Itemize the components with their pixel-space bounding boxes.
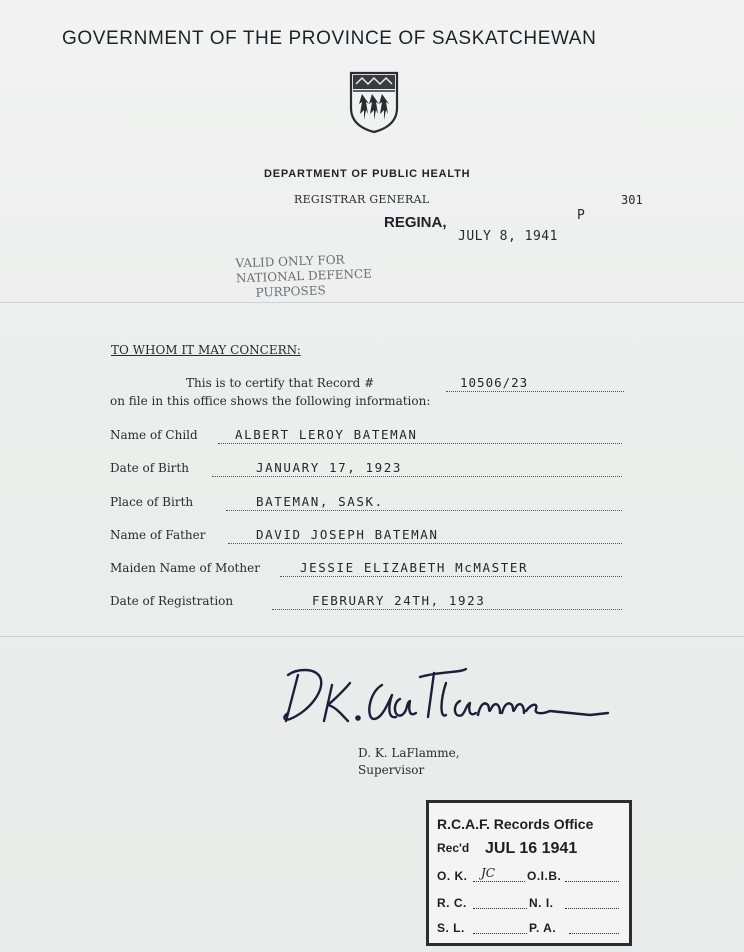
field-rule — [272, 609, 622, 610]
field-value-father: DAVID JOSEPH BATEMAN — [256, 527, 439, 542]
fold-line — [0, 302, 744, 303]
field-value-registration: FEBRUARY 24TH, 1923 — [312, 593, 486, 608]
field-label-registration: Date of Registration — [110, 594, 234, 608]
field-rule — [228, 543, 622, 544]
stamp-recd-label: Rec'd — [437, 841, 470, 855]
salutation: TO WHOM IT MAY CONCERN: — [111, 343, 301, 357]
field-label-father: Name of Father — [110, 528, 206, 542]
stamp-line — [565, 908, 619, 909]
government-title: GOVERNMENT OF THE PROVINCE OF SASKATCHEWAN — [62, 28, 597, 49]
certify-line-2: on file in this office shows the following information: — [110, 394, 431, 408]
supervisor-title: Supervisor — [358, 763, 425, 777]
city-label: REGINA, — [384, 214, 447, 231]
stamp-date: JUL 16 1941 — [485, 840, 578, 857]
validity-stamp: VALID ONLY FOR NATIONAL DEFENCE PURPOSES — [235, 252, 373, 301]
fold-line — [0, 636, 744, 637]
stamp-ok-label: O. K. — [437, 869, 468, 883]
stamp-line — [569, 933, 619, 934]
file-number: 301 — [621, 193, 643, 207]
field-rule — [212, 476, 622, 477]
stamp-ok-initials: JC — [481, 866, 495, 880]
field-value-mother: JESSIE ELIZABETH McMASTER — [300, 560, 529, 575]
supervisor-name: D. K. LaFlamme, — [358, 746, 460, 760]
field-rule — [280, 576, 622, 577]
stamp-rc-label: R. C. — [437, 896, 467, 910]
stamp-line — [565, 881, 619, 882]
stamp-sl-label: S. L. — [437, 921, 465, 935]
field-label-birth-place: Place of Birth — [110, 495, 194, 509]
record-rule — [446, 391, 624, 392]
stamp-line — [473, 908, 527, 909]
field-rule — [218, 443, 622, 444]
field-value-birth-date: JANUARY 17, 1923 — [256, 460, 403, 475]
field-value-birth-place: BATEMAN, SASK. — [256, 494, 384, 509]
registrar-heading: REGISTRAR GENERAL — [294, 193, 430, 206]
stamp-oib-label: O.I.B. — [527, 869, 562, 883]
record-number: 10506/23 — [460, 375, 529, 390]
provincial-crest-icon — [348, 70, 400, 134]
stamp-title: R.C.A.F. Records Office — [437, 816, 594, 832]
certify-prefix: This is to certify that Record # — [186, 376, 375, 390]
rcaf-received-stamp — [426, 800, 632, 946]
stamp-ni-label: N. I. — [529, 896, 554, 910]
field-label-mother: Maiden Name of Mother — [110, 561, 260, 575]
field-rule — [226, 510, 622, 511]
department-heading: DEPARTMENT OF PUBLIC HEALTH — [264, 168, 471, 180]
supervisor-signature — [270, 655, 615, 730]
field-label-child: Name of Child — [110, 428, 198, 442]
field-label-birth-date: Date of Birth — [110, 461, 189, 475]
field-value-child: ALBERT LEROY BATEMAN — [235, 427, 418, 442]
stamp-pa-label: P. A. — [529, 921, 557, 935]
file-mark: P — [577, 208, 585, 223]
issue-date: JULY 8, 1941 — [458, 229, 558, 244]
stamp-line — [473, 933, 527, 934]
stamp-line — [473, 881, 525, 882]
